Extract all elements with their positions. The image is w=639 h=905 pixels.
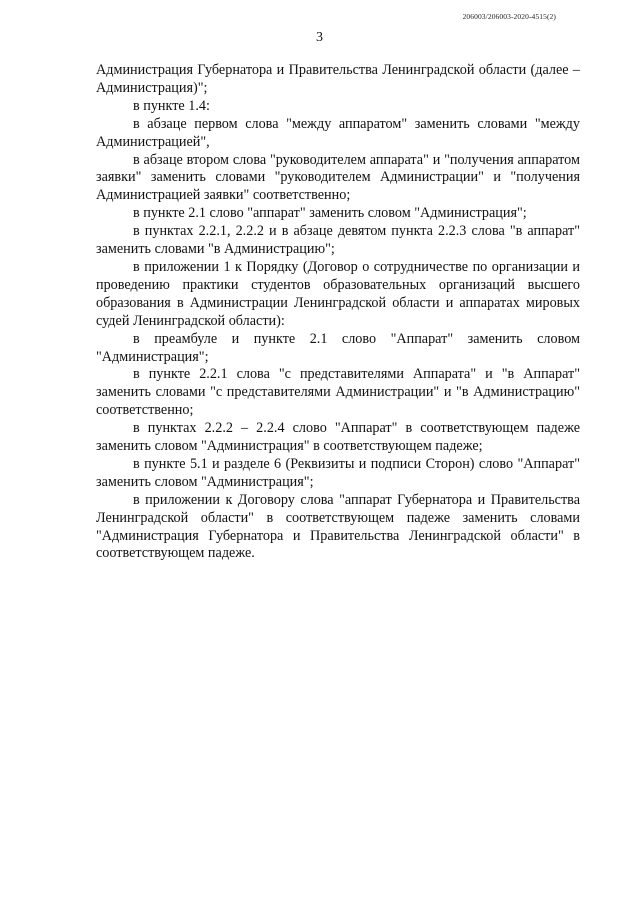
paragraph: в преамбуле и пункте 2.1 слово "Аппарат" заменить словом "Администрация"; (96, 330, 580, 365)
paragraph: в пунктах 2.2.1, 2.2.2 и в абзаце девятом пункта 2.2.3 слова "в аппарат" заменить словами "в Администрацию"; (96, 223, 580, 258)
paragraph: в абзаце первом слова "между аппаратом" заменить словами "между Администрацией", (96, 115, 580, 150)
paragraph: в приложении к Договору слова "аппарат Губернатора и Правительства Ленинградской области" в соответствующем падеже заменить словами "Администрация Губернатора и Правительства Ленинградской области" в соответствующем падеже. (96, 491, 580, 562)
document-body (96, 62, 580, 563)
paragraph: в приложении 1 к Порядку (Договор о сотрудничестве по организации и проведению практики студентов образовательных организаций высшего образования в Администрации Ленинградской области и аппаратах мировых судей Ленинградской области): (96, 258, 580, 329)
document-id: 206003/206003-2020-4515(2) (462, 12, 556, 21)
paragraph: в пункте 2.2.1 слова "с представителями Аппарата" и "в Аппарат" заменить словами "с представителями Администрации" и "в Администрацию" соответственно; (96, 366, 580, 419)
paragraph: в абзаце втором слова "руководителем аппарата" и "получения аппаратом заявки" заменить словами "руководителем Администрации" и "получения Администрацией заявки" соответственно; (96, 151, 580, 204)
paragraph: в пункте 1.4: (133, 97, 210, 114)
paragraph: в пункте 2.1 слово "аппарат" заменить словом "Администрация"; (133, 205, 527, 222)
paragraph: в пункте 5.1 и разделе 6 (Реквизиты и подписи Сторон) слово "Аппарат" заменить словом "Администрация"; (96, 455, 580, 490)
paragraph: Администрация Губернатора и Правительства Ленинградской области (далее – Администрация)"; (96, 62, 580, 96)
page-number: 3 (316, 30, 323, 45)
paragraph: в пунктах 2.2.2 – 2.2.4 слово "Аппарат" в соответствующем падеже заменить словом "Администрация" в соответствующем падеже; (96, 420, 580, 455)
